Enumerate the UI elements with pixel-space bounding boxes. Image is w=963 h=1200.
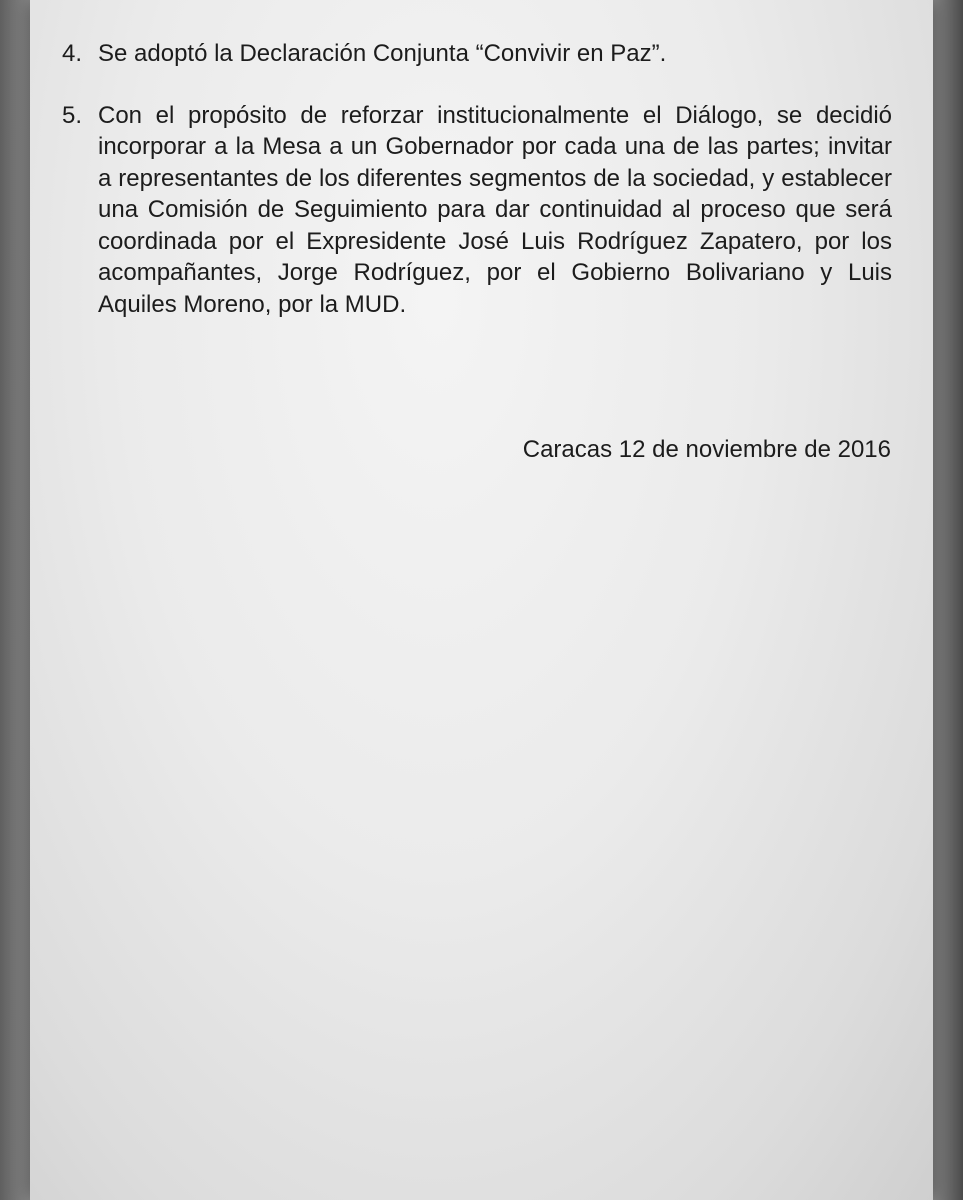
backdrop-left bbox=[0, 0, 30, 1200]
item-text: Con el propósito de reforzar institucionalmente el Diálogo, se decidió incorporar a la Mesa a un Gobernador por cada una de las partes; invitar a representantes de los diferentes segmentos de la sociedad, y establecer una Comisión de Seguimiento para dar continuidad al proceso que será coordinada por el Expresidente José Luis Rodríguez Zapatero, por los acompañantes, Jorge Rodríguez, por el Gobierno Bolivariano y Luis Aquiles Moreno, por la MUD. bbox=[98, 101, 892, 318]
backdrop-right bbox=[933, 0, 963, 1200]
document-body bbox=[62, 38, 892, 350]
document-page bbox=[30, 0, 933, 1200]
closing-date: Caracas 12 de noviembre de 2016 bbox=[522, 436, 891, 463]
item-number: 5. bbox=[62, 101, 83, 129]
item-text: Se adoptó la Declaración Conjunta “Convivir en Paz”. bbox=[98, 40, 667, 67]
list-item-4 bbox=[62, 38, 892, 70]
item-number: 4. bbox=[62, 40, 83, 67]
list-item-5 bbox=[62, 100, 892, 321]
